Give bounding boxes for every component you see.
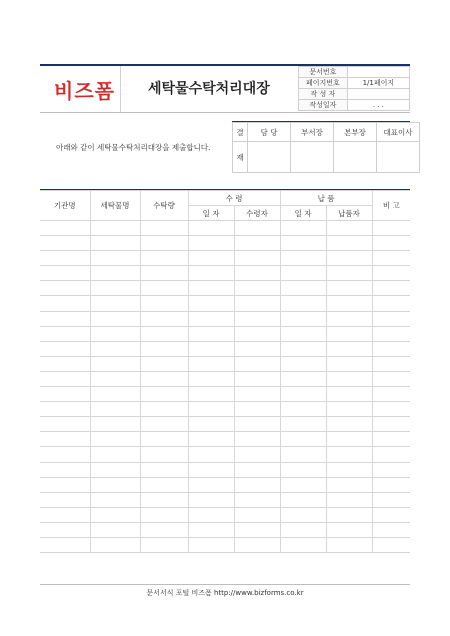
table-cell[interactable] [90, 492, 140, 507]
table-cell[interactable] [90, 537, 140, 552]
table-row [40, 537, 410, 552]
table-cell[interactable] [40, 432, 90, 447]
table-cell[interactable] [326, 341, 372, 356]
footer-text: 문서서식 포털 비즈폼 http://www.bizforms.co.kr [146, 589, 304, 597]
table-cell[interactable] [140, 311, 188, 326]
submit-statement: 아래와 같이 세탁물수탁처리대장을 제출합니다. [56, 143, 211, 152]
table-row [40, 462, 410, 477]
table-cell[interactable] [90, 296, 140, 311]
table-cell[interactable] [280, 477, 326, 492]
table-cell[interactable] [40, 387, 90, 402]
table-cell[interactable] [140, 356, 188, 371]
table-cell[interactable] [40, 402, 90, 417]
table-cell[interactable] [280, 236, 326, 251]
table-cell[interactable] [90, 356, 140, 371]
table-cell[interactable] [140, 432, 188, 447]
table-cell[interactable] [90, 507, 140, 522]
approval-sign-ceo[interactable] [377, 142, 420, 173]
table-cell[interactable] [326, 522, 372, 537]
table-cell[interactable] [140, 477, 188, 492]
table-cell[interactable] [234, 356, 280, 371]
table-cell[interactable] [280, 296, 326, 311]
table-row [40, 356, 410, 371]
table-cell[interactable] [140, 266, 188, 281]
table-cell[interactable] [40, 281, 90, 296]
table-cell[interactable] [40, 507, 90, 522]
table-cell[interactable] [326, 432, 372, 447]
table-cell[interactable] [234, 462, 280, 477]
table-cell[interactable] [280, 417, 326, 432]
table-cell[interactable] [326, 492, 372, 507]
table-row [40, 371, 410, 386]
table-row [40, 387, 410, 402]
table-cell[interactable] [280, 371, 326, 386]
table-row [40, 522, 410, 537]
table-cell[interactable] [188, 371, 234, 386]
table-cell[interactable] [188, 402, 234, 417]
table-cell[interactable] [40, 326, 90, 341]
table-row [40, 326, 410, 341]
table-cell[interactable] [234, 507, 280, 522]
table-cell[interactable] [372, 296, 410, 311]
table-row [40, 266, 410, 281]
table-cell[interactable] [326, 387, 372, 402]
approval-box [232, 122, 420, 173]
table-cell[interactable] [40, 296, 90, 311]
table-cell[interactable] [326, 236, 372, 251]
table-cell[interactable] [188, 522, 234, 537]
col-deliverer: 납품자 [326, 206, 372, 221]
table-row [40, 281, 410, 296]
table-cell[interactable] [40, 356, 90, 371]
table-cell[interactable] [234, 236, 280, 251]
col-item: 세탁물명 [90, 191, 140, 221]
table-cell[interactable] [40, 341, 90, 356]
table-cell[interactable] [372, 447, 410, 462]
table-cell[interactable] [188, 296, 234, 311]
table-cell[interactable] [90, 311, 140, 326]
table-cell[interactable] [372, 477, 410, 492]
table-cell[interactable] [372, 462, 410, 477]
col-institution: 기관명 [40, 191, 90, 221]
table-cell[interactable] [280, 537, 326, 552]
table-cell[interactable] [280, 281, 326, 296]
table-cell[interactable] [188, 417, 234, 432]
table-cell[interactable] [372, 341, 410, 356]
table-cell[interactable] [90, 447, 140, 462]
table-cell[interactable] [280, 402, 326, 417]
table-cell[interactable] [90, 326, 140, 341]
table-cell[interactable] [40, 522, 90, 537]
table-cell[interactable] [372, 387, 410, 402]
approval-role-division-head: 본부장 [334, 123, 377, 142]
table-cell[interactable] [90, 402, 140, 417]
table-cell[interactable] [140, 417, 188, 432]
table-cell[interactable] [90, 281, 140, 296]
group-delivery: 납 품 [280, 191, 372, 206]
table-cell[interactable] [140, 326, 188, 341]
approval-role-dept-head: 부서장 [291, 123, 334, 142]
table-cell[interactable] [234, 387, 280, 402]
table-cell[interactable] [40, 266, 90, 281]
approval-sign-division-head[interactable] [334, 142, 377, 173]
table-cell[interactable] [40, 311, 90, 326]
table-cell[interactable] [280, 507, 326, 522]
table-cell[interactable] [326, 221, 372, 236]
table-cell[interactable] [280, 251, 326, 266]
table-cell[interactable] [372, 326, 410, 341]
table-cell[interactable] [234, 492, 280, 507]
table-cell[interactable] [140, 341, 188, 356]
date-label: 작성일자 [299, 100, 348, 111]
author-value[interactable] [347, 89, 409, 100]
table-cell[interactable] [326, 371, 372, 386]
table-cell[interactable] [140, 236, 188, 251]
table-cell[interactable] [372, 221, 410, 236]
laundry-ledger-table [40, 190, 410, 553]
table-row [40, 417, 410, 432]
table-row [40, 507, 410, 522]
table-cell[interactable] [90, 522, 140, 537]
bizforms-logo: 비즈폼 [54, 79, 115, 103]
table-cell[interactable] [234, 251, 280, 266]
table-cell[interactable] [140, 462, 188, 477]
date-value[interactable]: . . . [347, 100, 409, 111]
doc-number-value[interactable] [347, 67, 409, 78]
table-row [40, 296, 410, 311]
table-cell[interactable] [372, 402, 410, 417]
table-cell[interactable] [140, 371, 188, 386]
table-cell[interactable] [280, 432, 326, 447]
table-cell[interactable] [40, 447, 90, 462]
table-cell[interactable] [234, 296, 280, 311]
table-cell[interactable] [234, 522, 280, 537]
table-cell[interactable] [234, 371, 280, 386]
approval-sign-dept-head[interactable] [291, 142, 334, 173]
table-cell[interactable] [372, 371, 410, 386]
table-cell[interactable] [188, 462, 234, 477]
table-cell[interactable] [188, 447, 234, 462]
document-info-table [298, 66, 410, 111]
table-cell[interactable] [372, 356, 410, 371]
table-cell[interactable] [234, 417, 280, 432]
page-number-label: 페이지번호 [299, 78, 348, 89]
table-cell[interactable] [140, 507, 188, 522]
header-divider [120, 66, 121, 112]
table-cell[interactable] [280, 356, 326, 371]
table-cell[interactable] [40, 492, 90, 507]
table-cell[interactable] [372, 492, 410, 507]
table-cell[interactable] [372, 236, 410, 251]
table-cell[interactable] [280, 326, 326, 341]
table-cell[interactable] [40, 537, 90, 552]
table-cell[interactable] [326, 356, 372, 371]
table-cell[interactable] [326, 417, 372, 432]
table-cell[interactable] [40, 371, 90, 386]
table-row [40, 251, 410, 266]
table-row [40, 447, 410, 462]
table-cell[interactable] [280, 387, 326, 402]
table-cell[interactable] [188, 507, 234, 522]
table-cell[interactable] [326, 537, 372, 552]
table-row [40, 221, 410, 236]
table-cell[interactable] [234, 341, 280, 356]
table-cell[interactable] [372, 417, 410, 432]
table-cell[interactable] [188, 477, 234, 492]
col-receiver: 수령자 [234, 206, 280, 221]
table-cell[interactable] [372, 311, 410, 326]
col-delivery-date: 일 자 [280, 206, 326, 221]
table-cell[interactable] [234, 311, 280, 326]
table-cell[interactable] [280, 311, 326, 326]
table-cell[interactable] [188, 432, 234, 447]
approval-sign-manager[interactable] [248, 142, 291, 173]
table-cell[interactable] [90, 266, 140, 281]
col-receive-date: 일 자 [188, 206, 234, 221]
table-row [40, 477, 410, 492]
table-cell[interactable] [372, 251, 410, 266]
table-cell[interactable] [280, 341, 326, 356]
table-cell[interactable] [188, 356, 234, 371]
table-cell[interactable] [326, 462, 372, 477]
approval-side-bottom: 재 [233, 142, 248, 173]
table-cell[interactable] [326, 281, 372, 296]
table-cell[interactable] [140, 447, 188, 462]
table-cell[interactable] [326, 311, 372, 326]
table-row [40, 311, 410, 326]
approval-role-ceo: 대표이사 [377, 123, 420, 142]
table-cell[interactable] [280, 447, 326, 462]
table-cell[interactable] [90, 221, 140, 236]
ledger-body [40, 221, 410, 553]
group-receive: 수 령 [188, 191, 280, 206]
table-cell[interactable] [372, 432, 410, 447]
table-cell[interactable] [188, 537, 234, 552]
table-cell[interactable] [40, 251, 90, 266]
table-cell[interactable] [188, 236, 234, 251]
table-cell[interactable] [234, 266, 280, 281]
author-label: 작 성 자 [299, 89, 348, 100]
table-cell[interactable] [40, 236, 90, 251]
table-cell[interactable] [188, 326, 234, 341]
table-cell[interactable] [188, 281, 234, 296]
table-cell[interactable] [234, 477, 280, 492]
table-cell[interactable] [188, 387, 234, 402]
table-cell[interactable] [372, 522, 410, 537]
table-cell[interactable] [140, 387, 188, 402]
table-cell[interactable] [90, 432, 140, 447]
table-cell[interactable] [188, 492, 234, 507]
header-bottom-line [40, 112, 410, 113]
table-cell[interactable] [188, 266, 234, 281]
table-cell[interactable] [140, 537, 188, 552]
table-cell[interactable] [234, 326, 280, 341]
table-cell[interactable] [90, 387, 140, 402]
footer-line [40, 584, 410, 585]
table-cell[interactable] [372, 537, 410, 552]
table-cell[interactable] [326, 296, 372, 311]
table-cell[interactable] [326, 266, 372, 281]
doc-number-label: 문서번호 [299, 67, 348, 78]
table-cell[interactable] [140, 402, 188, 417]
table-cell[interactable] [326, 507, 372, 522]
table-cell[interactable] [90, 417, 140, 432]
table-cell[interactable] [234, 281, 280, 296]
table-cell[interactable] [40, 417, 90, 432]
table-cell[interactable] [90, 251, 140, 266]
table-cell[interactable] [372, 266, 410, 281]
table-cell[interactable] [188, 311, 234, 326]
table-cell[interactable] [90, 341, 140, 356]
table-cell[interactable] [326, 447, 372, 462]
table-cell[interactable] [90, 462, 140, 477]
table-cell[interactable] [40, 221, 90, 236]
table-cell[interactable] [140, 492, 188, 507]
table-cell[interactable] [234, 221, 280, 236]
table-row [40, 432, 410, 447]
table-cell[interactable] [90, 236, 140, 251]
table-cell[interactable] [140, 522, 188, 537]
table-cell[interactable] [280, 492, 326, 507]
table-cell[interactable] [326, 477, 372, 492]
table-row [40, 492, 410, 507]
table-cell[interactable] [280, 266, 326, 281]
table-cell[interactable] [280, 462, 326, 477]
table-cell[interactable] [280, 221, 326, 236]
table-cell[interactable] [234, 402, 280, 417]
approval-role-manager: 담 당 [248, 123, 291, 142]
table-cell[interactable] [140, 221, 188, 236]
table-cell[interactable] [280, 522, 326, 537]
table-cell[interactable] [326, 402, 372, 417]
table-cell[interactable] [234, 537, 280, 552]
col-quantity: 수탁량 [140, 191, 188, 221]
table-cell[interactable] [140, 296, 188, 311]
table-cell[interactable] [372, 507, 410, 522]
table-cell[interactable] [140, 251, 188, 266]
table-cell[interactable] [372, 281, 410, 296]
page-number-value[interactable]: 1/1페이지 [347, 78, 409, 89]
table-cell[interactable] [188, 221, 234, 236]
table-cell[interactable] [40, 462, 90, 477]
document-title: 세탁물수탁처리대장 [148, 81, 270, 97]
table-row [40, 341, 410, 356]
col-remarks: 비 고 [372, 191, 410, 221]
table-cell[interactable] [326, 251, 372, 266]
table-cell[interactable] [40, 477, 90, 492]
table-cell[interactable] [188, 341, 234, 356]
table-cell[interactable] [90, 477, 140, 492]
table-cell[interactable] [234, 432, 280, 447]
table-row [40, 402, 410, 417]
table-cell[interactable] [234, 447, 280, 462]
document-header [40, 66, 410, 112]
table-cell[interactable] [326, 326, 372, 341]
table-row [40, 236, 410, 251]
table-cell[interactable] [188, 251, 234, 266]
table-cell[interactable] [140, 281, 188, 296]
table-cell[interactable] [90, 371, 140, 386]
approval-side-top: 결 [233, 123, 248, 142]
